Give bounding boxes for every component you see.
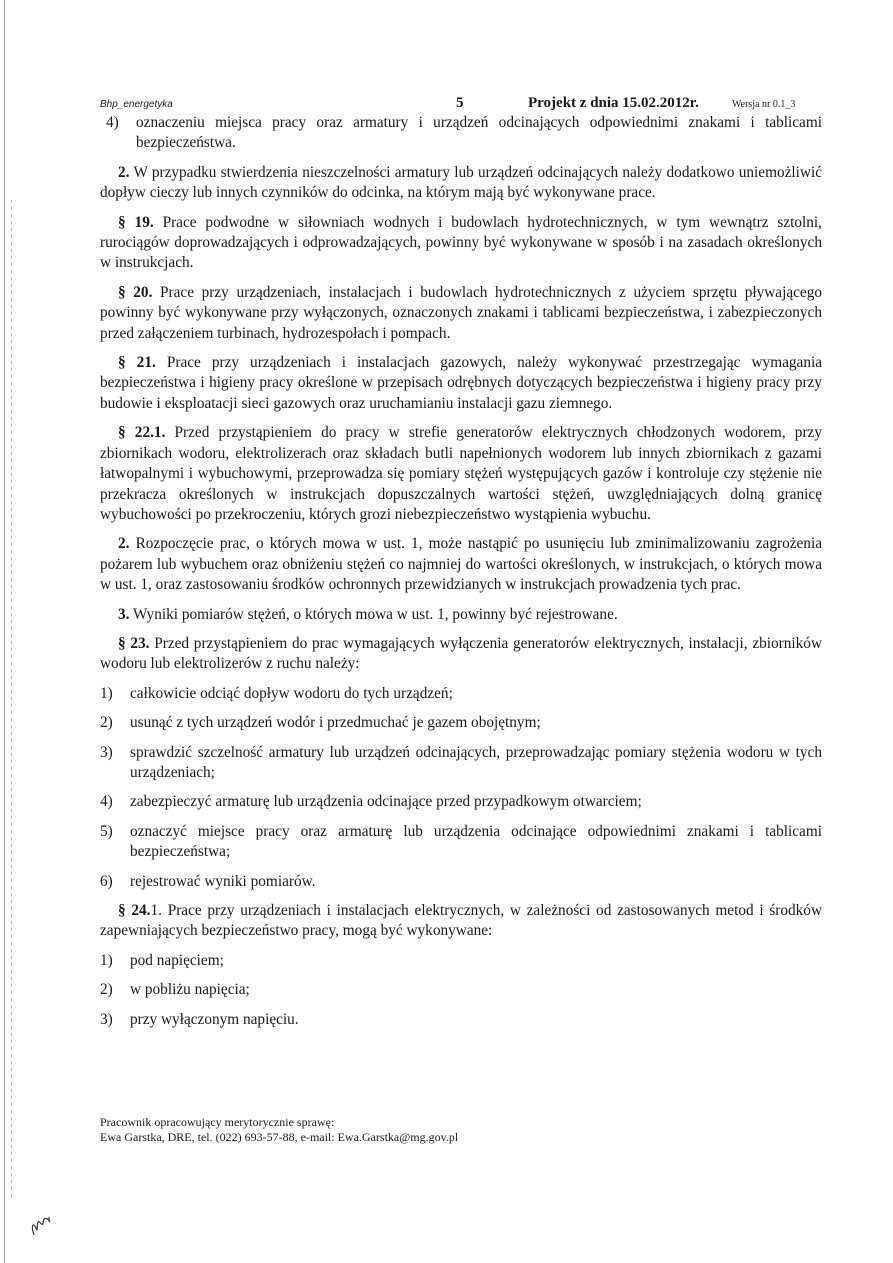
list-item-text: usunąć z tych urządzeń wodór i przedmuchać je gazem obojętnym; [130, 714, 541, 732]
paragraph-text: Wyniki pomiarów stężeń, o których mowa w ust. 1, powinny być rejestrowane. [129, 605, 618, 623]
list-item-text: w pobliżu napięcia; [130, 981, 250, 999]
footer-contact: Ewa Garstka, DRE, tel. (022) 693-57-88, e-mail: Ewa.Garstka@mg.gov.pl [100, 1130, 459, 1144]
page-header [100, 95, 820, 115]
list-item-number: 6) [100, 872, 113, 890]
list-item [100, 713, 822, 733]
paragraph-text: W przypadku stwierdzenia nieszczelności armatury lub urządzeń odcinających należy dodatkowo uniemożliwić dopływ cieczy lub innych czynników do odcinka, na którym mają być wykonywane prace. [100, 163, 822, 202]
list-item-number: 4) [100, 793, 113, 811]
project-date: Projekt z dnia 15.02.2012r. [528, 95, 699, 111]
section-text: 1. Prace przy urządzeniach i instalacjach elektrycznych, w zależności od zastosowanych metod i środków zapewniających bezpieczeństwo pracy, mogą być wykonywane: [100, 902, 823, 940]
page-footer [100, 1115, 700, 1145]
list-item-number: 3) [100, 743, 113, 761]
page-number: 5 [456, 95, 464, 111]
list-item [100, 951, 822, 971]
list-item-number: 1) [100, 951, 113, 969]
list-item-number: 4) [106, 114, 119, 131]
section-20 [100, 283, 822, 344]
version-label: Wersja nr 0.1_3 [732, 99, 796, 110]
document-body [100, 113, 822, 1030]
list-item-text: przy wyłączonym napięciu. [130, 1010, 299, 1028]
list-item [100, 1010, 822, 1030]
section-22-paragraph-3 [100, 605, 822, 625]
scan-edge-dashes [11, 200, 12, 1200]
section-number: § 19. [118, 213, 154, 231]
header-left-label: Bhp_energetyka [100, 99, 173, 110]
paragraph-2 [100, 163, 822, 204]
section-text: Przed przystąpieniem do pracy w strefie generatorów elektrycznych chłodzonych wodorem, przy zbiornikach wodoru, elektrolizerach oraz składach butli napełnionych wodorem lub innych zbiornikach z gazami łatwopalnymi i wybuchowymi, przeprowadza się pomiary stężeń występujących gazów i kontroluje czy stężenie nie przekracza określonych w instrukcjach dopuszczalnych wartości stężeń, uwzględniających dolną granicę wybuchowości po przekroczeniu, których grozi niebezpieczeństwo wystąpienia wybuchu. [100, 424, 822, 523]
list-item [100, 822, 822, 863]
list-item-text: oznaczyć miejsce pracy oraz armaturę lub urządzenia odcinające odpowiednimi znakami i tablicami bezpieczeństwa; [130, 822, 822, 861]
list-item-text: sprawdzić szczelność armatury lub urządzeń odcinających, przeprowadzając pomiary stężenia wodoru w tych urządzeniach; [130, 743, 822, 781]
list-item-text: oznaczeniu miejsca pracy oraz armatury i urządzeń odcinających odpowiednimi znakami i tablicami bezpieczeństwa. [136, 114, 822, 152]
paragraph-text: Rozpoczęcie prac, o których mowa w ust. 1, może nastąpić po usunięciu lub zminimalizowaniu zagrożenia pożarem lub wybuchem oraz obniżeniu stężeń co najmniej do wartości określonych, w instrukcjach, o których mowa w ust. 1, oraz zastosowaniu środków ochronnych przewidzianych w instrukcjach prowadzenia tych prac. [100, 535, 822, 594]
section-19 [100, 213, 822, 274]
list-item [100, 684, 822, 704]
section-text: Prace podwodne w siłowniach wodnych i budowlach hydrotechnicznych, w tym wewnątrz sztolni, rurociągów doprowadzających i odprowadzających, powinny być wykonywane w sposób i na zasadach określonych w instrukcjach. [100, 213, 823, 272]
list-item-number: 1) [100, 684, 113, 702]
list-item-number: 2) [100, 714, 113, 732]
handwritten-initials [23, 1207, 59, 1243]
list-item-number: 3) [100, 1010, 113, 1028]
list-item [100, 792, 822, 812]
list-item-text: zabezpieczyć armaturę lub urządzenia odcinające przed przypadkowym otwarciem; [130, 793, 642, 811]
section-text: Prace przy urządzeniach, instalacjach i budowlach hydrotechnicznych z użyciem sprzętu pływającego powinny być wykonywane przy wyłączonych, oznaczonych znakami i tablicami bezpieczeństwa, i zabezpieczonych przed załączeniem turbinach, hydrozespołach i pompach. [100, 283, 823, 342]
list-item [106, 113, 822, 154]
section-23 [100, 634, 822, 675]
list-item-text: rejestrować wyniki pomiarów. [130, 872, 316, 890]
paragraph-lead: 3. [118, 605, 130, 623]
section-number: § 21. [118, 354, 156, 372]
section-number: § 24. [118, 902, 151, 919]
paragraph-lead: 2. [118, 535, 130, 553]
paragraph-lead: 2. [118, 163, 130, 181]
section-21 [100, 353, 822, 414]
section-22 [100, 423, 822, 525]
section-number: § 22.1. [118, 424, 166, 442]
section-22-paragraph-2 [100, 534, 822, 595]
list-item-number: 2) [100, 981, 113, 999]
list-item [100, 872, 822, 892]
list-item [100, 980, 822, 1000]
scan-edge-line [4, 0, 5, 1263]
list-item [100, 743, 822, 784]
section-number: § 23. [118, 634, 150, 652]
section-text: Przed przystąpieniem do prac wymagających wyłączenia generatorów elektrycznych, instalacji, zbiorników wodoru lub elektrolizerów z ruchu należy: [100, 634, 822, 673]
section-number: § 20. [118, 283, 153, 301]
footer-author-label: Pracownik opracowujący merytorycznie sprawę: [100, 1115, 335, 1129]
list-item-number: 5) [100, 822, 113, 840]
list-item-text: pod napięciem; [130, 951, 224, 969]
section-text: Prace przy urządzeniach i instalacjach gazowych, należy wykonywać przestrzegając wymagania bezpieczeństwa i higieny pracy określone w przepisach odrębnych dotyczących bezpieczeństwa i higieny pracy przy budowie i eksploatacji sieci gazowych oraz uruchamianiu instalacji gazu ziemnego. [100, 354, 823, 412]
list-item-text: całkowicie odciąć dopływ wodoru do tych urządzeń; [130, 684, 453, 702]
initials-scribble-icon [23, 1207, 57, 1239]
section-24 [100, 901, 822, 942]
